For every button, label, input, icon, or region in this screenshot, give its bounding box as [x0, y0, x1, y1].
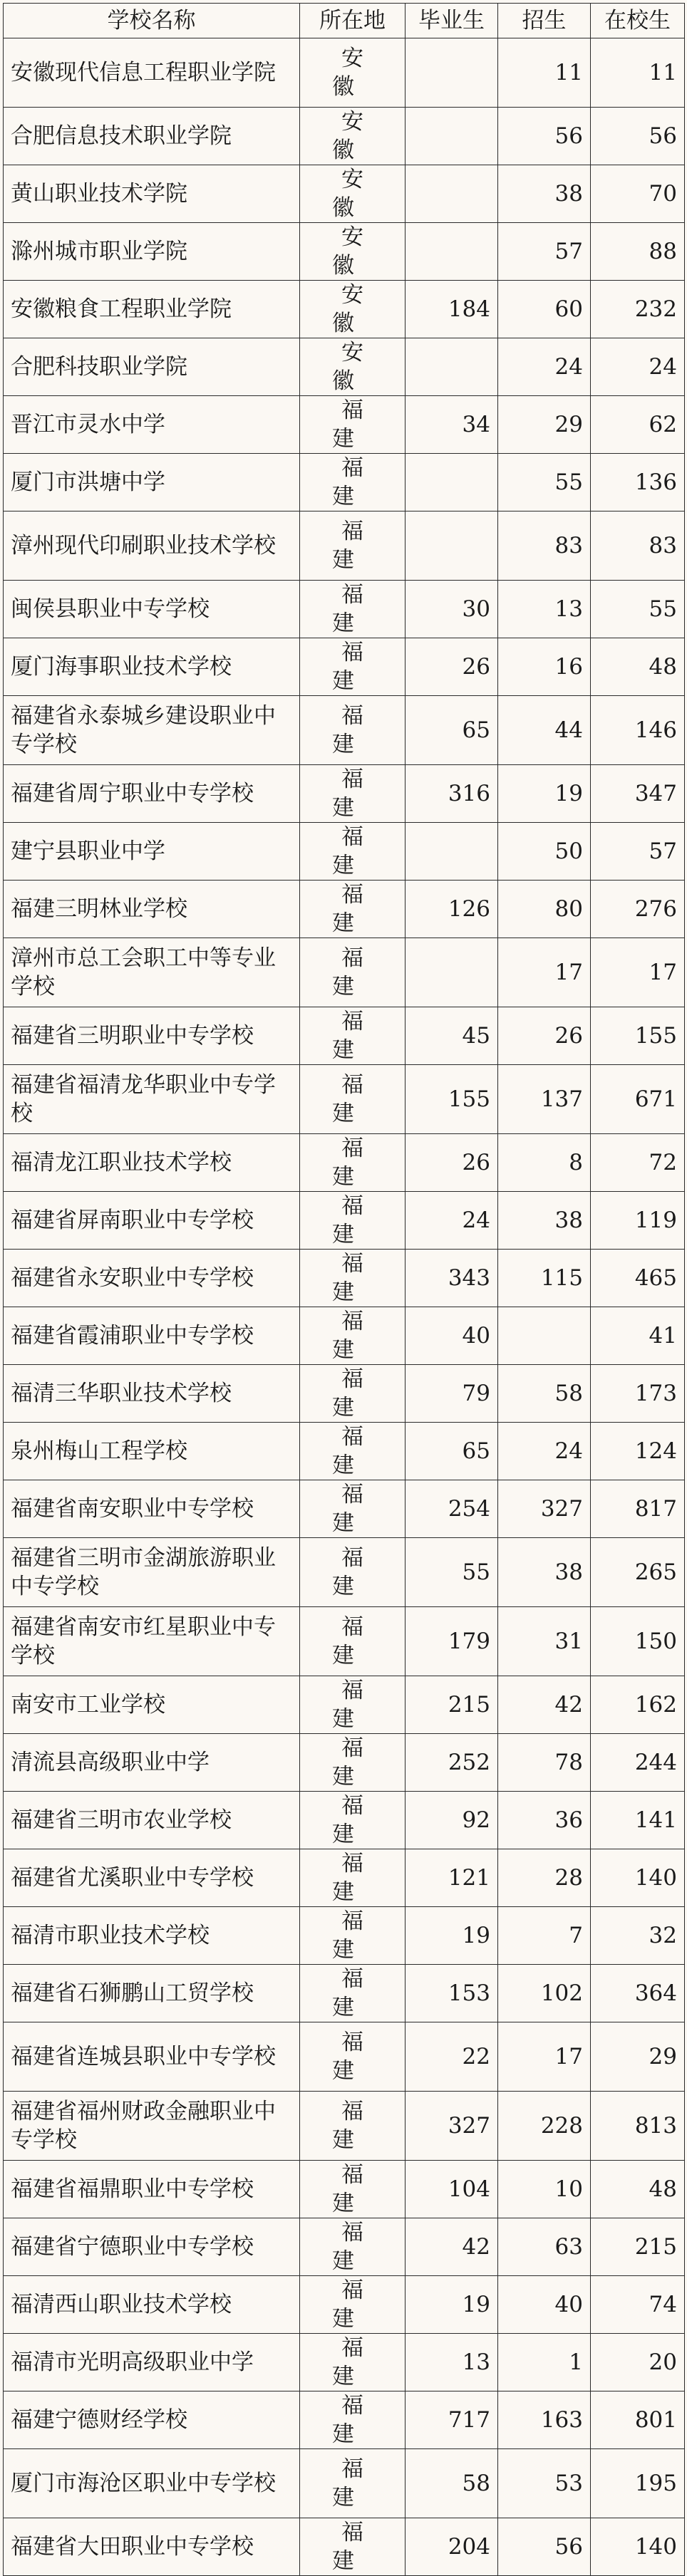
graduates-cell: 155: [406, 1065, 498, 1134]
table-row: [4, 1192, 685, 1250]
location-cell: 福建: [300, 2022, 406, 2092]
current-students-cell: 232: [591, 281, 685, 338]
location-cell: 福建: [300, 823, 406, 881]
current-students-cell: 17: [591, 938, 685, 1007]
enrollment-cell: 83: [498, 511, 591, 581]
enrollment-cell: 1: [498, 2334, 591, 2391]
table-row: [4, 2022, 685, 2092]
graduates-cell: 34: [406, 396, 498, 454]
enrollment-cell: 28: [498, 1849, 591, 1907]
graduates-cell: 26: [406, 1134, 498, 1192]
current-students-cell: 41: [591, 1307, 685, 1365]
graduates-cell: 215: [406, 1676, 498, 1734]
school-name-cell: 福建省福鼎职业中专学校: [4, 2161, 300, 2218]
current-students-cell: 55: [591, 581, 685, 638]
enrollment-cell: 17: [498, 938, 591, 1007]
table-row: [4, 1307, 685, 1365]
location-cell: 福建: [300, 1307, 406, 1365]
location-cell: 安徽: [300, 38, 406, 108]
enrollment-cell: 7: [498, 1907, 591, 1965]
current-students-cell: 62: [591, 396, 685, 454]
location-cell: 福建: [300, 938, 406, 1007]
current-students-cell: 72: [591, 1134, 685, 1192]
location-cell: 福建: [300, 454, 406, 511]
graduates-cell: 343: [406, 1250, 498, 1307]
current-students-cell: 155: [591, 1007, 685, 1065]
enrollment-cell: 42: [498, 1676, 591, 1734]
school-name-cell: 福建省宁德职业中专学校: [4, 2218, 300, 2276]
enrollment-cell: 13: [498, 581, 591, 638]
graduates-cell: 58: [406, 2449, 498, 2518]
graduates-cell: 19: [406, 2276, 498, 2334]
table-row: [4, 696, 685, 765]
graduates-cell: 65: [406, 696, 498, 765]
location-cell: 福建: [300, 581, 406, 638]
current-students-cell: 11: [591, 38, 685, 108]
table-header: [4, 4, 685, 38]
location-cell: 福建: [300, 1965, 406, 2022]
current-students-cell: 74: [591, 2276, 685, 2334]
current-students-cell: 265: [591, 1538, 685, 1607]
graduates-cell: 126: [406, 881, 498, 938]
current-students-cell: 83: [591, 511, 685, 581]
location-cell: 福建: [300, 1480, 406, 1538]
graduates-cell: 327: [406, 2092, 498, 2161]
current-students-cell: 817: [591, 1480, 685, 1538]
graduates-cell: [406, 338, 498, 396]
current-students-cell: 57: [591, 823, 685, 881]
table-row: [4, 1250, 685, 1307]
graduates-cell: [406, 165, 498, 223]
location-cell: 安徽: [300, 223, 406, 281]
location-cell: 福建: [300, 1676, 406, 1734]
school-name-cell: 福建省石狮鹏山工贸学校: [4, 1965, 300, 2022]
location-cell: 福建: [300, 1192, 406, 1250]
location-cell: 福建: [300, 2518, 406, 2576]
graduates-cell: [406, 454, 498, 511]
current-students-cell: 48: [591, 2161, 685, 2218]
enrollment-cell: 80: [498, 881, 591, 938]
school-name-cell: 南安市工业学校: [4, 1676, 300, 1734]
current-students-cell: 140: [591, 1849, 685, 1907]
graduates-cell: 45: [406, 1007, 498, 1065]
current-students-cell: 136: [591, 454, 685, 511]
school-name-cell: 漳州现代印刷职业技术学校: [4, 511, 300, 581]
current-students-cell: 162: [591, 1676, 685, 1734]
current-students-cell: 88: [591, 223, 685, 281]
table-row: [4, 581, 685, 638]
enrollment-cell: 57: [498, 223, 591, 281]
school-name-cell: 福清市职业技术学校: [4, 1907, 300, 1965]
table-row: [4, 638, 685, 696]
header-location: 所在地: [300, 4, 406, 38]
table-row: [4, 1734, 685, 1792]
graduates-cell: [406, 938, 498, 1007]
enrollment-cell: [498, 1307, 591, 1365]
location-cell: 福建: [300, 2092, 406, 2161]
table-row: [4, 2449, 685, 2518]
school-name-cell: 厦门海事职业技术学校: [4, 638, 300, 696]
location-cell: 福建: [300, 765, 406, 823]
school-name-cell: 福建省福清龙华职业中专学校: [4, 1065, 300, 1134]
school-name-cell: 安徽粮食工程职业学院: [4, 281, 300, 338]
current-students-cell: 671: [591, 1065, 685, 1134]
school-name-cell: 晋江市灵水中学: [4, 396, 300, 454]
school-name-cell: 福建省南安市红星职业中专学校: [4, 1607, 300, 1676]
table-row: [4, 2518, 685, 2576]
school-name-cell: 福建省屏南职业中专学校: [4, 1192, 300, 1250]
school-name-cell: 合肥信息技术职业学院: [4, 108, 300, 165]
enrollment-cell: 40: [498, 2276, 591, 2334]
location-cell: 安徽: [300, 281, 406, 338]
header-enrollment: 招生: [498, 4, 591, 38]
enrollment-cell: 327: [498, 1480, 591, 1538]
table-row: [4, 2092, 685, 2161]
school-name-cell: 安徽现代信息工程职业学院: [4, 38, 300, 108]
enrollment-cell: 163: [498, 2391, 591, 2449]
enrollment-cell: 58: [498, 1365, 591, 1423]
table-row: [4, 1907, 685, 1965]
school-name-cell: 福建省永安职业中专学校: [4, 1250, 300, 1307]
location-cell: 福建: [300, 1734, 406, 1792]
table-row: [4, 1792, 685, 1849]
table-row: [4, 511, 685, 581]
graduates-cell: 153: [406, 1965, 498, 2022]
enrollment-cell: 56: [498, 2518, 591, 2576]
current-students-cell: 141: [591, 1792, 685, 1849]
graduates-cell: [406, 38, 498, 108]
current-students-cell: 32: [591, 1907, 685, 1965]
enrollment-cell: 29: [498, 396, 591, 454]
enrollment-cell: 38: [498, 1192, 591, 1250]
school-name-cell: 建宁县职业中学: [4, 823, 300, 881]
school-name-cell: 福建省福州财政金融职业中专学校: [4, 2092, 300, 2161]
enrollment-cell: 56: [498, 108, 591, 165]
enrollment-cell: 63: [498, 2218, 591, 2276]
enrollment-cell: 44: [498, 696, 591, 765]
graduates-cell: 24: [406, 1192, 498, 1250]
graduates-cell: 79: [406, 1365, 498, 1423]
location-cell: 福建: [300, 1907, 406, 1965]
table-row: [4, 1007, 685, 1065]
table-row: [4, 1849, 685, 1907]
table-row: [4, 165, 685, 223]
school-name-cell: 福清市光明高级职业中学: [4, 2334, 300, 2391]
location-cell: 福建: [300, 2276, 406, 2334]
table-row: [4, 108, 685, 165]
current-students-cell: 24: [591, 338, 685, 396]
location-cell: 安徽: [300, 165, 406, 223]
enrollment-cell: 38: [498, 165, 591, 223]
graduates-cell: 179: [406, 1607, 498, 1676]
enrollment-cell: 55: [498, 454, 591, 511]
header-graduates: 毕业生: [406, 4, 498, 38]
table-row: [4, 1134, 685, 1192]
location-cell: 福建: [300, 1792, 406, 1849]
location-cell: 福建: [300, 1250, 406, 1307]
location-cell: 安徽: [300, 338, 406, 396]
location-cell: 福建: [300, 2161, 406, 2218]
enrollment-cell: 16: [498, 638, 591, 696]
school-name-cell: 漳州市总工会职工中等专业学校: [4, 938, 300, 1007]
header-row: [4, 4, 685, 38]
graduates-cell: 65: [406, 1423, 498, 1480]
school-name-cell: 福建省霞浦职业中专学校: [4, 1307, 300, 1365]
enrollment-cell: 24: [498, 338, 591, 396]
enrollment-cell: 115: [498, 1250, 591, 1307]
table-body: [4, 38, 685, 2576]
table-row: [4, 38, 685, 108]
school-name-cell: 闽侯县职业中专学校: [4, 581, 300, 638]
location-cell: 安徽: [300, 108, 406, 165]
school-name-cell: 福建省南安职业中专学校: [4, 1480, 300, 1538]
school-name-cell: 泉州梅山工程学校: [4, 1423, 300, 1480]
graduates-cell: 42: [406, 2218, 498, 2276]
header-school-name: 学校名称: [4, 4, 300, 38]
enrollment-cell: 50: [498, 823, 591, 881]
location-cell: 福建: [300, 1065, 406, 1134]
graduates-cell: 121: [406, 1849, 498, 1907]
location-cell: 福建: [300, 2334, 406, 2391]
current-students-cell: 276: [591, 881, 685, 938]
school-name-cell: 福建省永泰城乡建设职业中专学校: [4, 696, 300, 765]
table-row: [4, 1607, 685, 1676]
location-cell: 福建: [300, 1007, 406, 1065]
graduates-cell: 22: [406, 2022, 498, 2092]
school-name-cell: 福清西山职业技术学校: [4, 2276, 300, 2334]
school-name-cell: 福建省尤溪职业中专学校: [4, 1849, 300, 1907]
enrollment-cell: 36: [498, 1792, 591, 1849]
location-cell: 福建: [300, 2218, 406, 2276]
table-row: [4, 454, 685, 511]
enrollment-cell: 102: [498, 1965, 591, 2022]
school-name-cell: 厦门市洪塘中学: [4, 454, 300, 511]
school-name-cell: 福建宁德财经学校: [4, 2391, 300, 2449]
school-name-cell: 福建三明林业学校: [4, 881, 300, 938]
current-students-cell: 173: [591, 1365, 685, 1423]
current-students-cell: 20: [591, 2334, 685, 2391]
table-row: [4, 396, 685, 454]
enrollment-cell: 10: [498, 2161, 591, 2218]
location-cell: 福建: [300, 1423, 406, 1480]
table-row: [4, 938, 685, 1007]
graduates-cell: 13: [406, 2334, 498, 2391]
graduates-cell: 184: [406, 281, 498, 338]
table-row: [4, 1538, 685, 1607]
enrollment-cell: 19: [498, 765, 591, 823]
current-students-cell: 146: [591, 696, 685, 765]
location-cell: 福建: [300, 1365, 406, 1423]
table-row: [4, 1423, 685, 1480]
table-row: [4, 2161, 685, 2218]
enrollment-cell: 26: [498, 1007, 591, 1065]
table-row: [4, 1965, 685, 2022]
graduates-cell: 55: [406, 1538, 498, 1607]
table-row: [4, 2391, 685, 2449]
table-row: [4, 2218, 685, 2276]
graduates-cell: 316: [406, 765, 498, 823]
enrollment-cell: 17: [498, 2022, 591, 2092]
graduates-cell: 30: [406, 581, 498, 638]
table-row: [4, 338, 685, 396]
enrollment-cell: 137: [498, 1065, 591, 1134]
current-students-cell: 70: [591, 165, 685, 223]
graduates-cell: [406, 823, 498, 881]
graduates-cell: 254: [406, 1480, 498, 1538]
location-cell: 福建: [300, 1849, 406, 1907]
table-row: [4, 2276, 685, 2334]
current-students-cell: 244: [591, 1734, 685, 1792]
enrollment-cell: 24: [498, 1423, 591, 1480]
location-cell: 福建: [300, 638, 406, 696]
table-row: [4, 765, 685, 823]
graduates-cell: 252: [406, 1734, 498, 1792]
location-cell: 福建: [300, 881, 406, 938]
table-row: [4, 823, 685, 881]
graduates-cell: 26: [406, 638, 498, 696]
table-row: [4, 1065, 685, 1134]
graduates-cell: [406, 511, 498, 581]
table-row: [4, 1480, 685, 1538]
location-cell: 福建: [300, 1134, 406, 1192]
graduates-cell: [406, 223, 498, 281]
table-row: [4, 281, 685, 338]
location-cell: 福建: [300, 1607, 406, 1676]
graduates-cell: [406, 108, 498, 165]
school-name-cell: 福建省三明市金湖旅游职业中专学校: [4, 1538, 300, 1607]
graduates-cell: 40: [406, 1307, 498, 1365]
school-name-cell: 福建省周宁职业中专学校: [4, 765, 300, 823]
graduates-cell: 19: [406, 1907, 498, 1965]
school-name-cell: 福建省三明市农业学校: [4, 1792, 300, 1849]
graduates-cell: 104: [406, 2161, 498, 2218]
current-students-cell: 215: [591, 2218, 685, 2276]
school-name-cell: 福建省大田职业中专学校: [4, 2518, 300, 2576]
enrollment-cell: 53: [498, 2449, 591, 2518]
school-name-cell: 福清三华职业技术学校: [4, 1365, 300, 1423]
current-students-cell: 140: [591, 2518, 685, 2576]
school-name-cell: 合肥科技职业学院: [4, 338, 300, 396]
location-cell: 福建: [300, 396, 406, 454]
enrollment-cell: 11: [498, 38, 591, 108]
current-students-cell: 150: [591, 1607, 685, 1676]
enrollment-cell: 60: [498, 281, 591, 338]
current-students-cell: 124: [591, 1423, 685, 1480]
current-students-cell: 364: [591, 1965, 685, 2022]
table-row: [4, 1676, 685, 1734]
enrollment-cell: 8: [498, 1134, 591, 1192]
table-row: [4, 2334, 685, 2391]
enrollment-cell: 78: [498, 1734, 591, 1792]
current-students-cell: 48: [591, 638, 685, 696]
school-name-cell: 厦门市海沧区职业中专学校: [4, 2449, 300, 2518]
school-name-cell: 福建省连城县职业中专学校: [4, 2022, 300, 2092]
current-students-cell: 347: [591, 765, 685, 823]
table-row: [4, 1365, 685, 1423]
location-cell: 福建: [300, 696, 406, 765]
graduates-cell: 717: [406, 2391, 498, 2449]
enrollment-cell: 228: [498, 2092, 591, 2161]
school-name-cell: 福清龙江职业技术学校: [4, 1134, 300, 1192]
current-students-cell: 465: [591, 1250, 685, 1307]
location-cell: 福建: [300, 2391, 406, 2449]
table-row: [4, 881, 685, 938]
current-students-cell: 56: [591, 108, 685, 165]
table-row: [4, 223, 685, 281]
school-name-cell: 福建省三明职业中专学校: [4, 1007, 300, 1065]
current-students-cell: 801: [591, 2391, 685, 2449]
enrollment-cell: 31: [498, 1607, 591, 1676]
current-students-cell: 195: [591, 2449, 685, 2518]
school-name-cell: 黄山职业技术学院: [4, 165, 300, 223]
school-name-cell: 滁州城市职业学院: [4, 223, 300, 281]
current-students-cell: 813: [591, 2092, 685, 2161]
location-cell: 福建: [300, 1538, 406, 1607]
current-students-cell: 119: [591, 1192, 685, 1250]
header-current-students: 在校生: [591, 4, 685, 38]
location-cell: 福建: [300, 2449, 406, 2518]
graduates-cell: 204: [406, 2518, 498, 2576]
graduates-cell: 92: [406, 1792, 498, 1849]
enrollment-cell: 38: [498, 1538, 591, 1607]
location-cell: 福建: [300, 511, 406, 581]
current-students-cell: 29: [591, 2022, 685, 2092]
school-table: [3, 3, 685, 2576]
school-name-cell: 清流县高级职业中学: [4, 1734, 300, 1792]
